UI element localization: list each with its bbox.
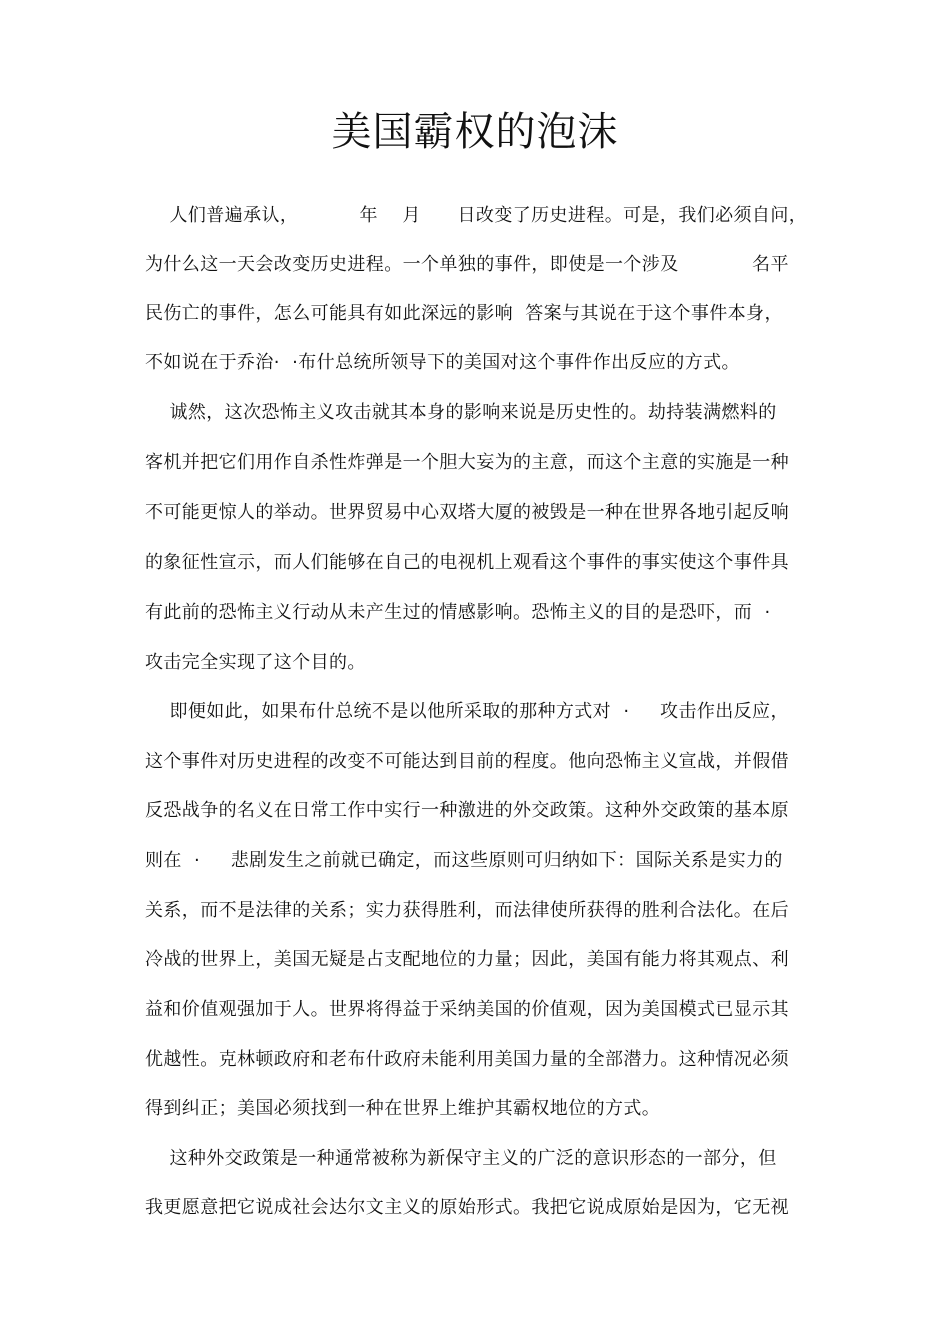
text-line: 民伤亡的事件，怎么可能具有如此深远的影响 答案与其说在于这个事件本身，	[145, 303, 783, 324]
text-line: 得到纠正；美国必须找到一种在世界上维护其霸权地位的方式。	[145, 1098, 661, 1119]
text-line: 攻击完全实现了这个目的。	[145, 652, 366, 673]
text-line: 客机并把它们用作自杀性炸弹是一个胆大妄为的主意，而这个主意的实施是一种	[145, 452, 789, 473]
text-line: 关系，而不是法律的关系；实力获得胜利，而法律使所获得的胜利合法化。在后	[145, 900, 789, 921]
text-line: 为什么这一天会改变历史进程。一个单独的事件，即使是一个涉及 名平	[145, 254, 789, 275]
text-line: 我更愿意把它说成社会达尔文主义的原始形式。我把它说成原始是因为，它无视	[145, 1197, 789, 1218]
text-line: 冷战的世界上，美国无疑是占支配地位的力量；因此，美国有能力将其观点、利	[145, 949, 789, 970]
text-line: 这种外交政策是一种通常被称为新保守主义的广泛的意识形态的一部分，但	[145, 1148, 777, 1169]
text-line: 有此前的恐怖主义行动从未产生过的情感影响。恐怖主义的目的是恐吓，而 ·	[145, 602, 771, 623]
text-line: 反恐战争的名义在日常工作中实行一种激进的外交政策。这种外交政策的基本原	[145, 800, 789, 821]
text-line: 这个事件对历史进程的改变不可能达到目前的程度。他向恐怖主义宣战，并假借	[145, 751, 789, 772]
document-title: 美国霸权的泡沫	[331, 109, 619, 155]
text-line: 不可能更惊人的举动。世界贸易中心双塔大厦的被毁是一种在世界各地引起反响	[145, 502, 789, 523]
text-line: 优越性。克林顿政府和老布什政府未能利用美国力量的全部潜力。这种情况必须	[145, 1049, 789, 1070]
text-line: 诚然，这次恐怖主义攻击就其本身的影响来说是历史性的。劫持装满燃料的	[145, 402, 777, 423]
text-line: 益和价值观强加于人。世界将得益于采纳美国的价值观，因为美国模式已显示其	[145, 999, 789, 1020]
text-line: 的象征性宣示，而人们能够在自己的电视机上观看这个事件的事实使这个事件具	[145, 552, 789, 573]
text-line: 人们普遍承认， 年 月 日改变了历史进程。可是，我们必须自问，	[145, 205, 808, 226]
text-line: 即便如此，如果布什总统不是以他所采取的那种方式对 · 攻击作出反应，	[145, 701, 789, 722]
text-line: 不如说在于乔治· ·布什总统所领导下的美国对这个事件作出反应的方式。	[145, 352, 740, 373]
text-line: 则在 · 悲剧发生之前就已确定，而这些原则可归纳如下：国际关系是实力的	[145, 850, 783, 871]
